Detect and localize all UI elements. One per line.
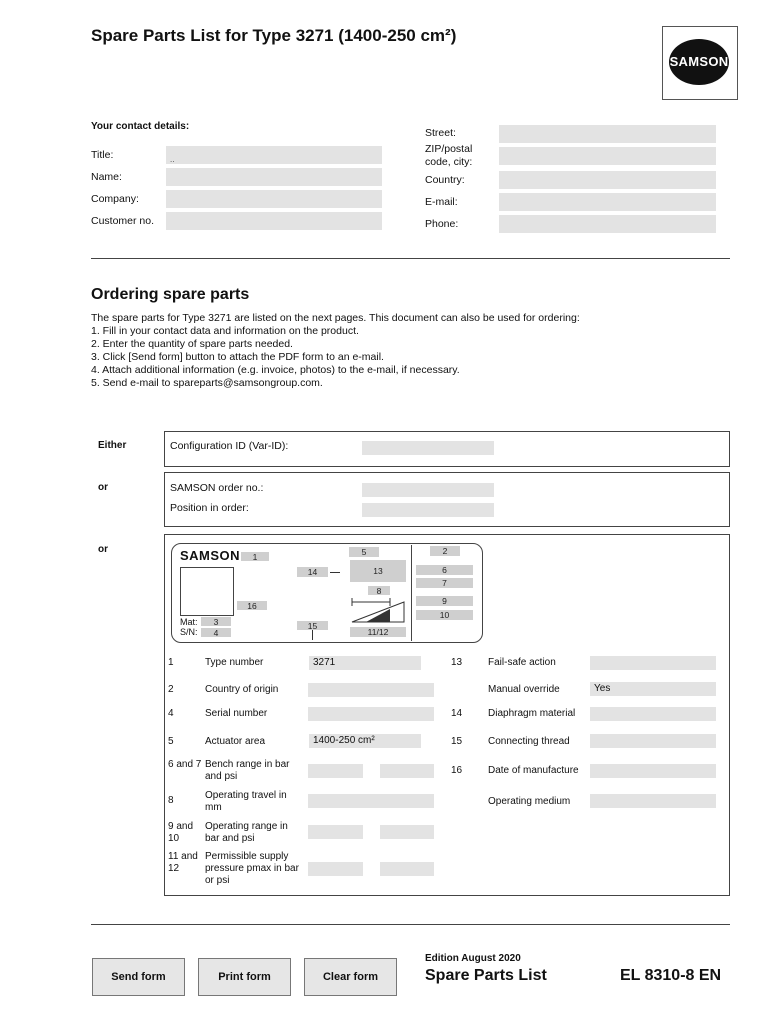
- page-title: Spare Parts List for Type 3271 (1400-250 cm²): [91, 26, 457, 45]
- plate-box-5: 5: [349, 547, 379, 557]
- operating-medium-label: Operating medium: [488, 796, 571, 807]
- bench-range-label: Bench range in bar and psi: [205, 759, 290, 782]
- field-num: 5: [168, 736, 174, 747]
- street-field[interactable]: [499, 125, 716, 143]
- field-num: 11 and 12: [168, 851, 198, 874]
- zip-city-label: ZIP/postal code, city:: [425, 143, 473, 168]
- field-num: 16: [451, 765, 463, 776]
- field-num: 6 and 7: [168, 759, 202, 770]
- plate-box-1: 1: [241, 552, 269, 561]
- order-no-label: SAMSON order no.:: [170, 482, 264, 494]
- plate-divider: [411, 545, 412, 641]
- plate-box-11-12: 11/12: [350, 627, 406, 637]
- email-field[interactable]: [499, 193, 716, 211]
- field-num: 2: [168, 684, 174, 695]
- customer-no-label: Customer no.: [91, 215, 155, 227]
- plate-box-8: 8: [368, 586, 390, 595]
- plate-tick: [312, 630, 313, 640]
- ordering-step: 4. Attach additional information (e.g. invoice, photos) to the e-mail, if necessary.: [91, 364, 460, 376]
- manual-override-label: Manual override: [488, 684, 560, 695]
- bench-range-bar-field[interactable]: [308, 764, 363, 778]
- logo-text: SAMSON: [669, 39, 729, 85]
- actuator-area-field[interactable]: 1400-250 cm²: [309, 734, 421, 748]
- company-field[interactable]: [166, 190, 382, 208]
- street-label: Street:: [425, 127, 456, 139]
- edition-text: Edition August 2020: [425, 953, 521, 964]
- country-field[interactable]: [499, 171, 716, 189]
- field-num: 13: [451, 657, 463, 668]
- order-box: [164, 472, 730, 527]
- operating-medium-field[interactable]: [590, 794, 716, 808]
- either-label: Either: [98, 440, 127, 451]
- operating-travel-field[interactable]: [308, 794, 434, 808]
- field-num: 14: [451, 708, 463, 719]
- plate-box-16: 16: [237, 601, 267, 610]
- manufacture-date-label: Date of manufacture: [488, 765, 579, 776]
- plate-box-10: 10: [416, 610, 473, 620]
- phone-label: Phone:: [425, 218, 459, 230]
- position-label: Position in order:: [170, 502, 249, 514]
- sn-label: S/N:: [180, 627, 198, 637]
- type-number-field[interactable]: 3271: [309, 656, 421, 670]
- bench-range-psi-field[interactable]: [380, 764, 434, 778]
- title-label: Title:: [91, 149, 114, 161]
- ordering-intro: The spare parts for Type 3271 are listed on the next pages. This document can also be used for ordering:: [91, 312, 580, 324]
- name-field[interactable]: [166, 168, 382, 186]
- plate-brand: SAMSON: [180, 548, 241, 563]
- connecting-thread-field[interactable]: [590, 734, 716, 748]
- samson-logo: [662, 26, 738, 100]
- name-label: Name:: [91, 171, 122, 183]
- connecting-thread-label: Connecting thread: [488, 736, 570, 747]
- company-label: Company:: [91, 193, 139, 205]
- ordering-step: 3. Click [Send form] button to attach the PDF form to an e-mail.: [91, 351, 384, 363]
- plate-line: [330, 572, 340, 573]
- plate-box-6: 6: [416, 565, 473, 575]
- supply-pressure-bar-field[interactable]: [308, 862, 363, 876]
- country-label: Country:: [425, 174, 465, 186]
- ordering-step: 2. Enter the quantity of spare parts needed.: [91, 338, 293, 350]
- operating-range-psi-field[interactable]: [380, 825, 434, 839]
- actuator-area-label: Actuator area: [205, 736, 266, 747]
- type-number-label: Type number: [205, 657, 264, 668]
- fail-safe-field[interactable]: [590, 656, 716, 670]
- doc-title: Spare Parts List: [425, 967, 547, 984]
- plate-box-13: 13: [350, 560, 406, 582]
- field-num: 15: [451, 736, 463, 747]
- ordering-heading: Ordering spare parts: [91, 286, 250, 303]
- zip-city-field[interactable]: [499, 147, 716, 165]
- divider: [91, 258, 730, 259]
- contact-heading: Your contact details:: [91, 121, 190, 132]
- email-label: E-mail:: [425, 196, 458, 208]
- field-num: 4: [168, 708, 174, 719]
- order-no-field[interactable]: [362, 483, 494, 497]
- config-label: Configuration ID (Var-ID):: [170, 440, 289, 452]
- country-origin-label: Country of origin: [205, 684, 279, 695]
- phone-field[interactable]: [499, 215, 716, 233]
- send-form-button[interactable]: Send form: [92, 958, 185, 996]
- ordering-step: 5. Send e-mail to spareparts@samsongroup.com.: [91, 377, 323, 389]
- serial-number-label: Serial number: [205, 708, 268, 719]
- divider: [91, 924, 730, 925]
- title-field[interactable]: ..: [166, 146, 382, 164]
- serial-number-field[interactable]: [308, 707, 434, 721]
- manual-override-field[interactable]: Yes: [590, 682, 716, 696]
- spring-range-icon: [350, 594, 406, 624]
- or-label: or: [98, 544, 108, 555]
- plate-box-2: 2: [430, 546, 460, 556]
- diaphragm-label: Diaphragm material: [488, 708, 576, 719]
- operating-range-label: Operating range in bar and psi: [205, 821, 288, 844]
- country-origin-field[interactable]: [308, 683, 434, 697]
- ordering-step: 1. Fill in your contact data and information on the product.: [91, 325, 359, 337]
- or-label: or: [98, 482, 108, 493]
- customer-no-field[interactable]: [166, 212, 382, 230]
- print-form-button[interactable]: Print form: [198, 958, 291, 996]
- field-num: 8: [168, 795, 174, 806]
- position-field[interactable]: [362, 503, 494, 517]
- plate-box-3: 3: [201, 617, 231, 626]
- plate-box-15: 15: [297, 621, 328, 630]
- plate-box-7: 7: [416, 578, 473, 588]
- operating-travel-label: Operating travel in mm: [205, 790, 287, 813]
- config-id-field[interactable]: [362, 441, 494, 455]
- supply-pressure-label: Permissible supply pressure pmax in bar or psi: [205, 851, 299, 886]
- manufacture-date-field[interactable]: [590, 764, 716, 778]
- diaphragm-field[interactable]: [590, 707, 716, 721]
- supply-pressure-psi-field[interactable]: [380, 862, 434, 876]
- mat-label: Mat:: [180, 617, 198, 627]
- operating-range-bar-field[interactable]: [308, 825, 363, 839]
- plate-box-9: 9: [416, 596, 473, 606]
- clear-form-button[interactable]: Clear form: [304, 958, 397, 996]
- doc-code: EL 8310-8 EN: [620, 967, 722, 984]
- plate-box-14: 14: [297, 567, 328, 577]
- field-num: 1: [168, 657, 174, 668]
- plate-square: [180, 567, 234, 616]
- field-num: 9 and 10: [168, 821, 194, 844]
- fail-safe-label: Fail-safe action: [488, 657, 556, 668]
- plate-box-4: 4: [201, 628, 231, 637]
